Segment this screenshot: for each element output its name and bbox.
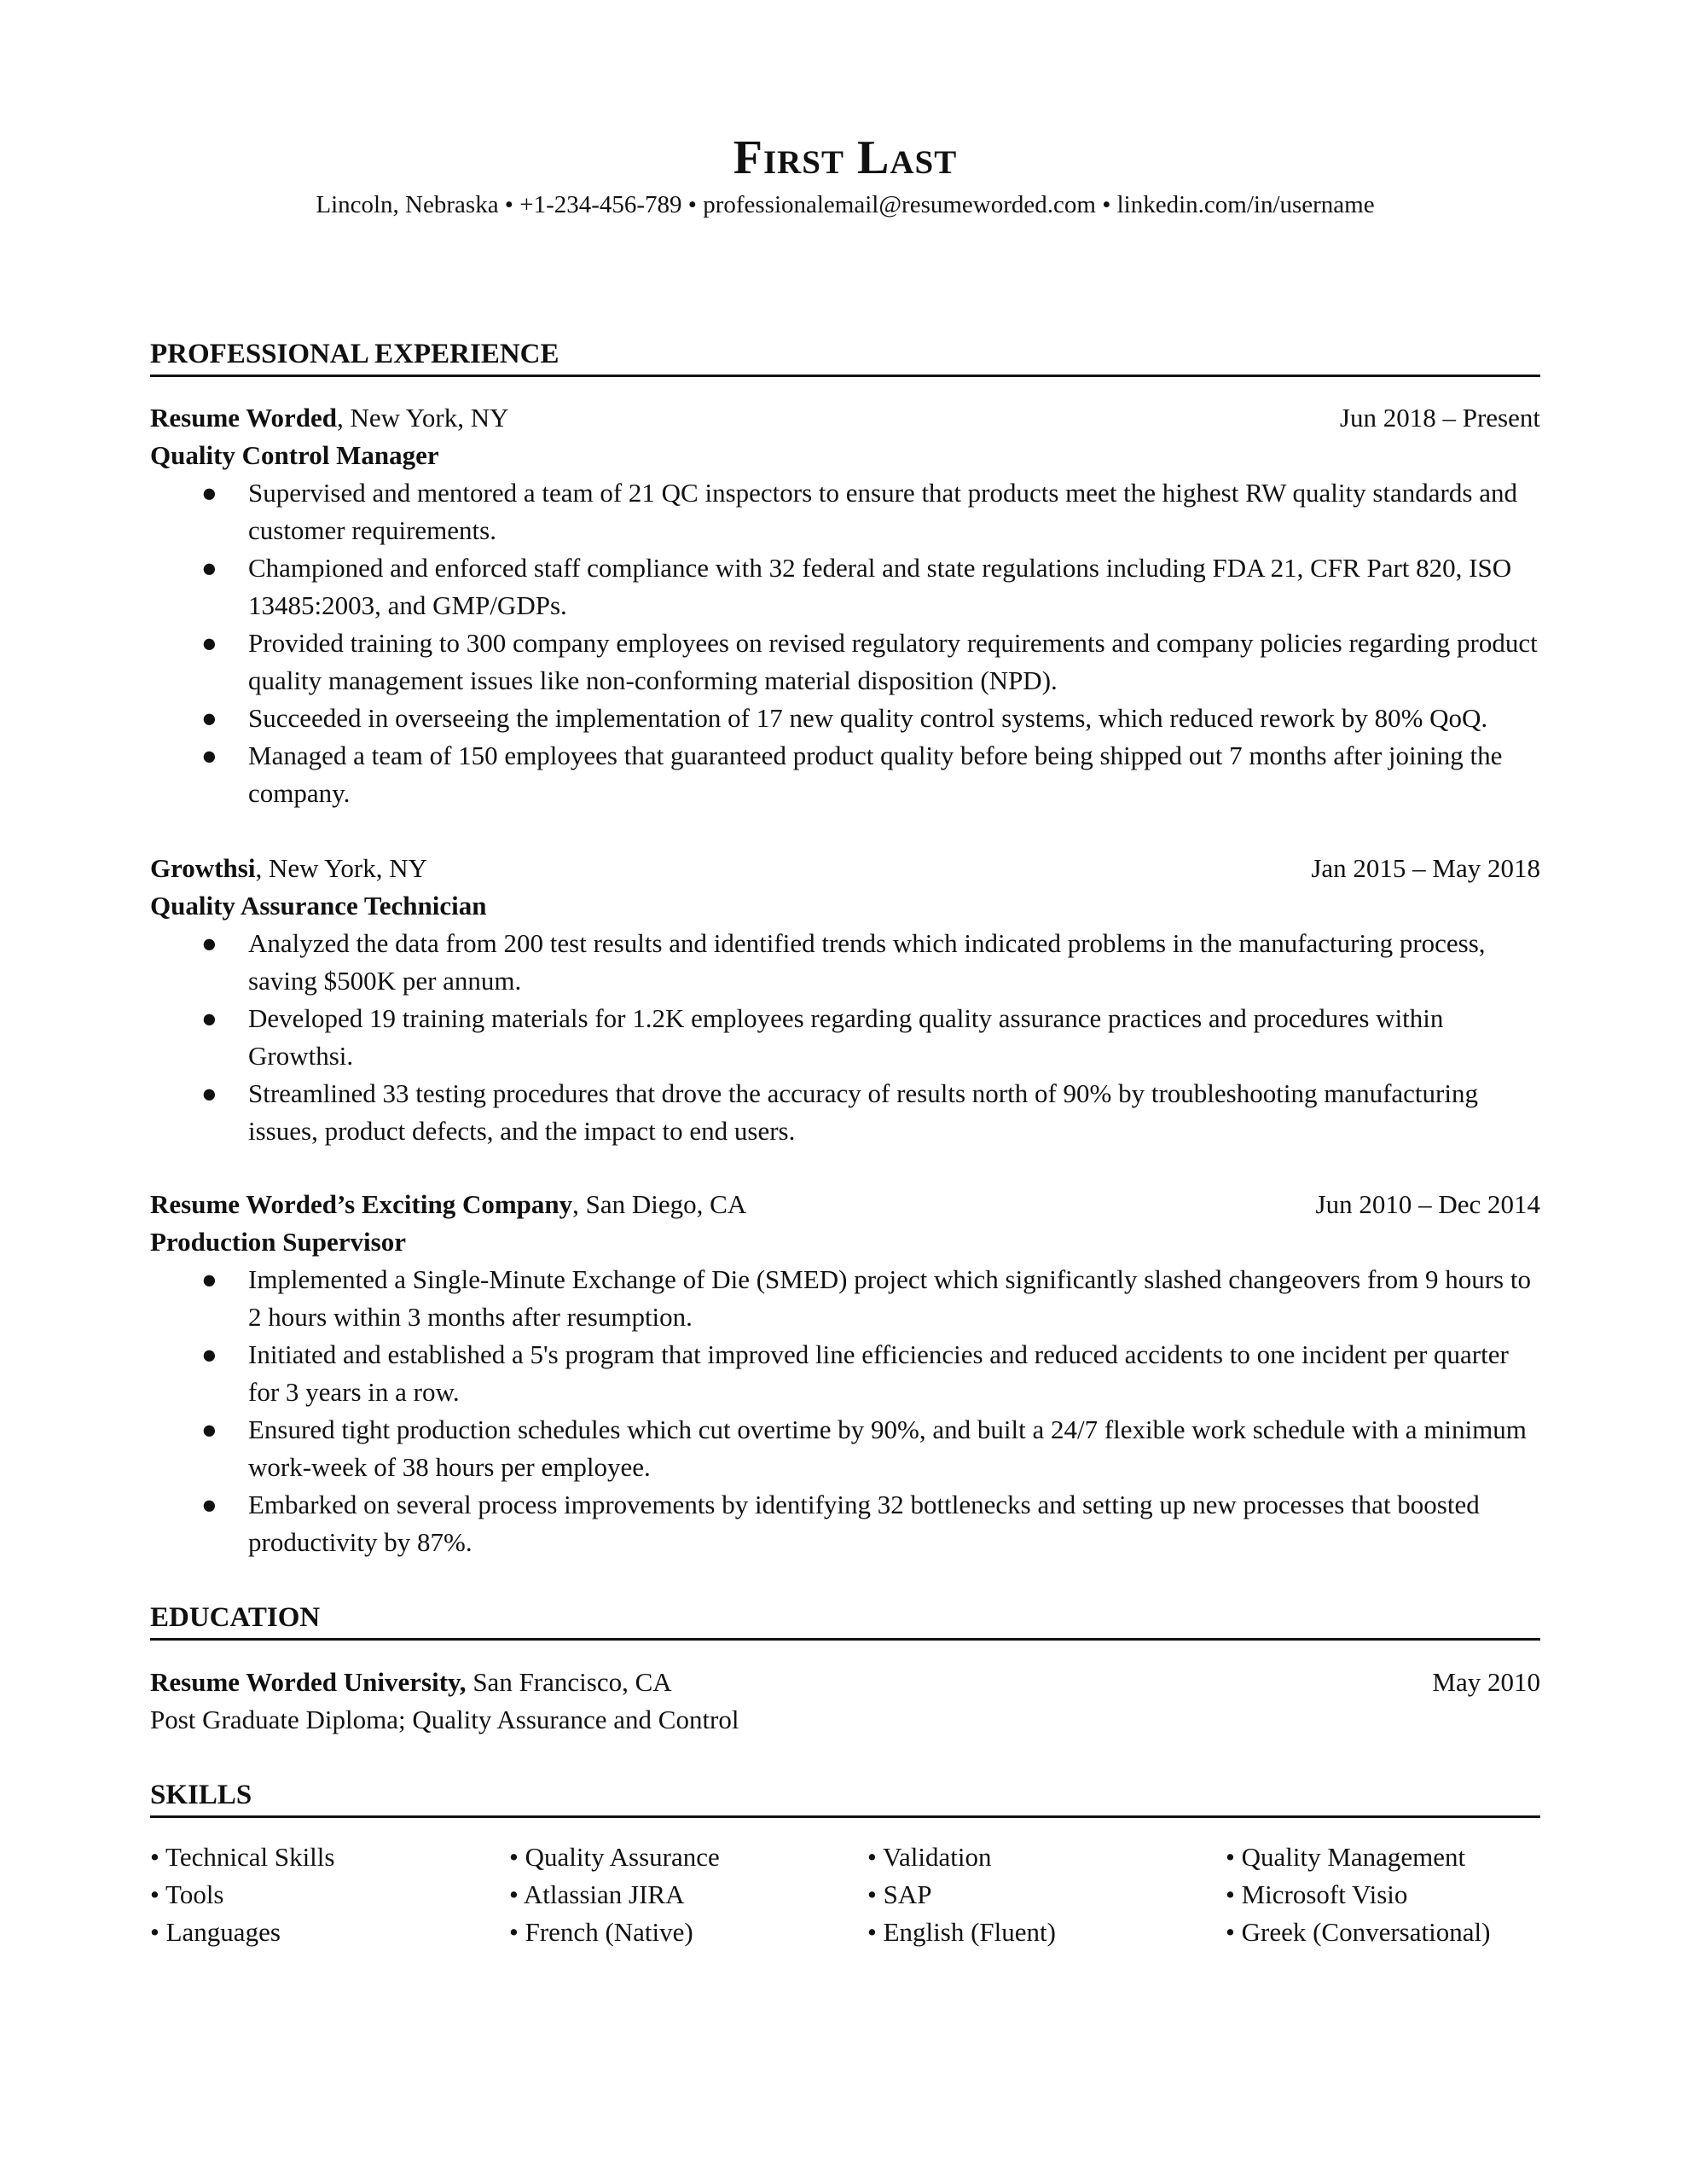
bullet-item xyxy=(150,1261,1540,1336)
bullet-list xyxy=(150,925,1540,1150)
job-dates: Jun 2010 – Dec 2014 xyxy=(1315,1189,1540,1219)
job-title: Quality Control Manager xyxy=(150,440,439,470)
candidate-name: First Last xyxy=(733,131,958,184)
bullet-icon: ● xyxy=(201,1414,217,1444)
skill-item: • Quality Management xyxy=(1226,1838,1540,1876)
skill-item: • Greek (Conversational) xyxy=(1226,1914,1540,1951)
skill-item: • Atlassian JIRA xyxy=(509,1876,867,1914)
education-entry xyxy=(150,1664,1540,1739)
company-name: Resume Worded xyxy=(150,403,338,433)
graduation-date: May 2010 xyxy=(1432,1667,1540,1697)
skill-item: • Quality Assurance xyxy=(509,1838,867,1876)
bullet-icon: ● xyxy=(201,478,217,508)
bullet-text: Initiated and established a 5's program that improved line efficiencies and reduced accidents to one incident per quarter for 3 years in a row. xyxy=(248,1339,1509,1407)
bullet-icon: ● xyxy=(201,741,217,770)
bullet-icon: ● xyxy=(201,1078,217,1108)
bullet-text: Embarked on several process improvements by identifying 32 bottlenecks and setting up new processes that boosted productivity by 87%. xyxy=(248,1490,1480,1557)
bullet-text: Provided training to 300 company employees on revised regulatory requirements and company policies regarding product quality management issues like non-conforming material disposition (NPD). xyxy=(248,628,1538,695)
section-heading-skills: SKILLS xyxy=(150,1776,1540,1818)
job-title: Quality Assurance Technician xyxy=(150,891,487,921)
bullet-text: Developed 19 training materials for 1.2K employees regarding quality assurance practices and procedures within Growthsi. xyxy=(248,1003,1444,1071)
section-heading-education: EDUCATION xyxy=(150,1599,1540,1641)
bullet-item xyxy=(150,737,1540,812)
bullet-list xyxy=(150,474,1540,812)
section-heading-experience: PROFESSIONAL EXPERIENCE xyxy=(150,335,1540,377)
bullet-icon: ● xyxy=(201,703,217,733)
resume-page xyxy=(150,132,1540,1951)
bullet-item xyxy=(150,624,1540,700)
skill-item: • Microsoft Visio xyxy=(1226,1876,1540,1914)
bullet-item xyxy=(150,1075,1540,1150)
skill-item: • SAP xyxy=(867,1876,1226,1914)
skill-item: • Technical Skills xyxy=(150,1838,509,1876)
job-dates: Jan 2015 – May 2018 xyxy=(1311,853,1540,883)
bullet-item xyxy=(150,549,1540,624)
experience-list xyxy=(150,399,1540,1561)
bullet-icon: ● xyxy=(201,1339,217,1369)
bullet-text: Ensured tight production schedules which cut overtime by 90%, and built a 24/7 flexible work schedule with a minimum work-week of 38 hours per employee. xyxy=(248,1414,1527,1482)
job-entry xyxy=(150,1186,1540,1561)
contact-info: Lincoln, Nebraska • +1-234-456-789 • professionalemail@resumeworded.com • linkedin.com/in/username xyxy=(316,191,1375,218)
job-location: , New York, NY xyxy=(337,403,509,433)
degree: Post Graduate Diploma; Quality Assurance and Control xyxy=(150,1705,739,1734)
skills-grid xyxy=(150,1838,1540,1951)
bullet-text: Managed a team of 150 employees that guaranteed product quality before being shipped out 7 months after joining the company. xyxy=(248,741,1503,808)
skill-item: • Languages xyxy=(150,1914,509,1951)
bullet-text: Implemented a Single-Minute Exchange of Die (SMED) project which significantly slashed changeovers from 9 hours to 2 hours within 3 months after resumption. xyxy=(248,1264,1531,1332)
company-name: Growthsi xyxy=(150,853,256,883)
bullet-item xyxy=(150,474,1540,549)
bullet-text: Supervised and mentored a team of 21 QC inspectors to ensure that products meet the highest RW quality standards and customer requirements. xyxy=(248,478,1517,545)
skill-item: • Validation xyxy=(867,1838,1226,1876)
job-title: Production Supervisor xyxy=(150,1227,406,1257)
school-name: Resume Worded University, xyxy=(150,1667,467,1697)
bullet-icon: ● xyxy=(201,928,217,958)
bullet-icon: ● xyxy=(201,1264,217,1294)
bullet-text: Streamlined 33 testing procedures that drove the accuracy of results north of 90% by troubleshooting manufacturing issues, product defects, and the impact to end users. xyxy=(248,1078,1478,1146)
bullet-text: Championed and enforced staff compliance with 32 federal and state regulations including FDA 21, CFR Part 820, ISO 13485:2003, and GMP/GDPs. xyxy=(248,553,1512,620)
job-entry xyxy=(150,850,1540,1150)
skill-item: • Tools xyxy=(150,1876,509,1914)
skill-item: • French (Native) xyxy=(509,1914,867,1951)
bullet-item xyxy=(150,1336,1540,1411)
bullet-item xyxy=(150,700,1540,737)
bullet-list xyxy=(150,1261,1540,1561)
bullet-icon: ● xyxy=(201,553,217,583)
bullet-item xyxy=(150,925,1540,1000)
bullet-icon: ● xyxy=(201,1490,217,1519)
job-entry xyxy=(150,399,1540,812)
bullet-item xyxy=(150,1486,1540,1561)
bullet-item xyxy=(150,1000,1540,1075)
school-location: San Francisco, CA xyxy=(466,1667,672,1697)
bullet-icon: ● xyxy=(201,628,217,658)
bullet-text: Succeeded in overseeing the implementation of 17 new quality control systems, which reduced rework by 80% QoQ. xyxy=(248,703,1488,733)
bullet-text: Analyzed the data from 200 test results and identified trends which indicated problems in the manufacturing process, saving $500K per annum. xyxy=(248,928,1486,996)
skill-item: • English (Fluent) xyxy=(867,1914,1226,1951)
bullet-icon: ● xyxy=(201,1003,217,1033)
job-location: , San Diego, CA xyxy=(572,1189,747,1219)
bullet-item xyxy=(150,1411,1540,1486)
job-location: , New York, NY xyxy=(255,853,427,883)
company-name: Resume Worded’s Exciting Company xyxy=(150,1189,573,1219)
job-dates: Jun 2018 – Present xyxy=(1339,403,1540,433)
